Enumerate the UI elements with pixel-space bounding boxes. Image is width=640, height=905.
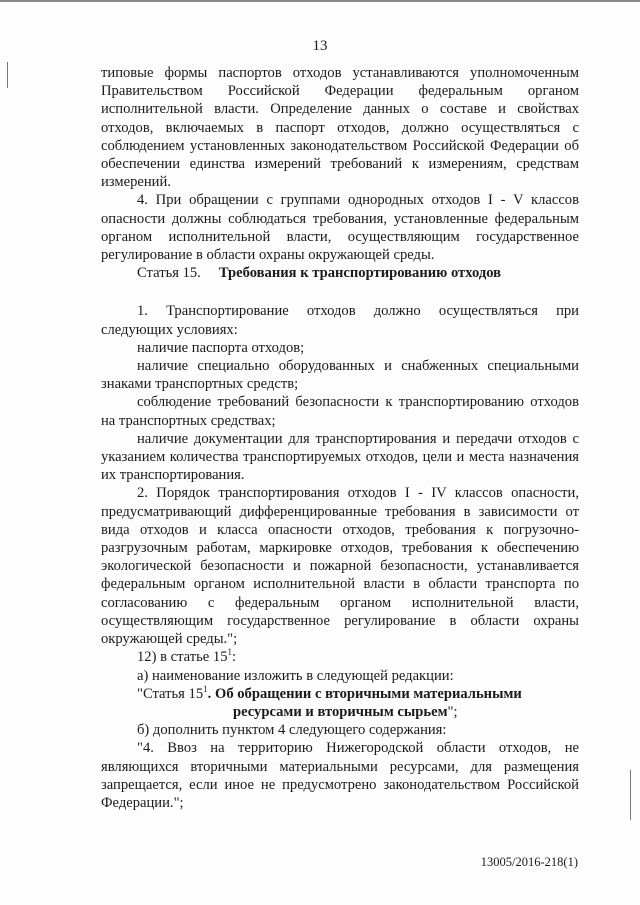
item-b: б) дополнить пунктом 4 следующего содержания: bbox=[137, 722, 447, 739]
article-15-heading bbox=[101, 264, 579, 282]
paragraph-transport-conditions: 1. Транспортирование отходов должно осуществляться при следующих условиях: bbox=[101, 303, 579, 338]
condition-vehicles: наличие специально оборудованных и снабженных специальными знаками транспортных средств; bbox=[101, 358, 579, 393]
quoted-title-line2: ресурсами и вторичным сырьем bbox=[233, 703, 448, 720]
paragraph-new-point-4: "4. Ввоз на территорию Нижегородской области отходов, не являющихся вторичными материальными ресурсами, для размещения запрещается, если иное не предусмотрено законодательством Российской Федерации."; bbox=[101, 740, 579, 811]
item-a: а) наименование изложить в следующей редакции: bbox=[137, 667, 454, 684]
top-border-line bbox=[0, 0, 640, 2]
item-12: 12) в статье $15^1$: bbox=[137, 647, 237, 666]
page-number: 13 bbox=[312, 38, 328, 54]
right-margin-mark bbox=[630, 770, 631, 820]
left-margin-mark bbox=[7, 62, 8, 88]
condition-documentation: наличие документации для транспортирования и передачи отходов с указанием количества транспортируемых отходов, цели и места назначения их транспортирования. bbox=[101, 430, 579, 484]
document-body bbox=[101, 64, 579, 812]
condition-passport: наличие паспорта отходов; bbox=[137, 339, 305, 356]
paragraph-passport-forms: типовые формы паспортов отходов устанавливаются уполномоченным Правительством Российской Федерации федеральным органом исполнительной власти. Определение данных о составе и свойствах отходов, включаемых в паспорт отходов, должно осуществляться с соблюдением установленных законодательством Российской Федерации об обеспечении единства измерений требований к измерениям, средствам измерений. bbox=[101, 65, 579, 191]
article-15-title: Требования к транспортированию отходов bbox=[218, 265, 502, 282]
condition-safety: соблюдение требований безопасности к транспортированию отходов на транспортных средствах; bbox=[101, 394, 579, 429]
paragraph-transport-procedure: 2. Порядок транспортирования отходов I - IV классов опасности, предусматривающий дифференцированные требования в зависимости от вида отходов и класса опасности отходов, требования к погрузочно-разгрузочным работам, маркировке отходов, требования к обеспечению экологической безопасности и пожарной безопасности, устанавливается федеральным органом исполнительной власти в области транспорта по согласованию с федеральным органом исполнительной власти, осуществляющим государственное регулирование в области охраны окружающей среды."; bbox=[101, 485, 579, 648]
document-code: 13005/2016-218(1) bbox=[480, 855, 578, 869]
quoted-title-line1: Об обращении с вторичными материальными bbox=[214, 685, 522, 702]
paragraph-point-4: 4. При обращении с группами однородных отходов I - V классов опасности должны соблюдаться требования, установленные федеральным органом исполнительной власти, осуществляющим государственное регулирование в области охраны окружающей среды. bbox=[101, 192, 579, 264]
article-15-label: Статья 15. bbox=[137, 265, 201, 282]
quoted-article-title: "Статья $15^1$. Об обращении с вторичными материальными ресурсами и вторичным сырьем"; bbox=[137, 683, 522, 720]
